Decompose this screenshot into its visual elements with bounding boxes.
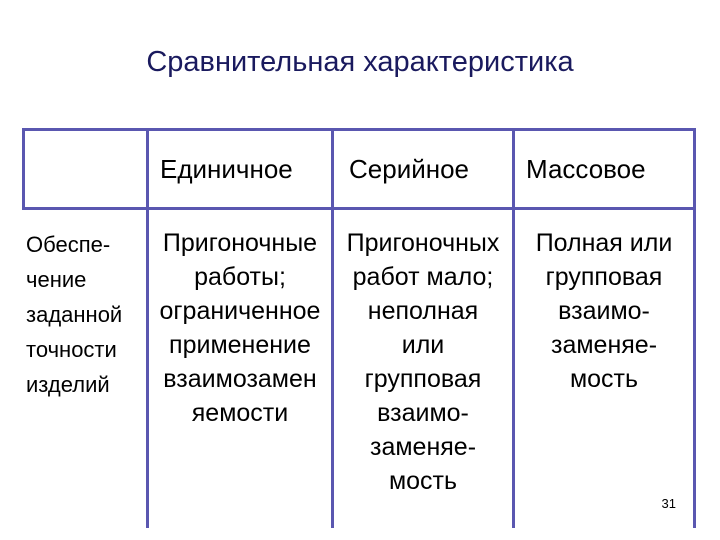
row-label-line: чение	[26, 267, 87, 292]
cell-line: или	[401, 331, 445, 359]
page-title: Сравнительная характеристика	[146, 46, 574, 78]
row-label-line: точности	[26, 337, 117, 362]
row-label	[26, 227, 122, 402]
cell-line: групповая	[364, 365, 482, 393]
cell-line: взаимозамен	[163, 365, 317, 393]
cell-line: заменяе-	[369, 433, 477, 461]
row-label-line: Обеспе-	[26, 232, 111, 257]
cell-line: неполная	[367, 297, 479, 325]
cell-line: групповая	[545, 263, 663, 291]
header-mass: Массовое	[526, 154, 646, 184]
cell-line: взаимо-	[377, 399, 469, 427]
cell-line: работ мало;	[352, 263, 494, 291]
cell-line: работы;	[194, 263, 286, 291]
table-header-divider	[22, 207, 696, 210]
page-number: 31	[661, 496, 676, 511]
row-label-line: заданной	[26, 302, 123, 327]
cell-line: Полная или	[535, 229, 673, 257]
cell-line: взаимо-	[558, 297, 650, 325]
cell-line: заменяе-	[550, 331, 658, 359]
table-top-border	[22, 128, 696, 131]
cell-line: яемости	[191, 399, 289, 427]
cell-line: Пригоночных	[346, 229, 500, 257]
table-left-border	[22, 128, 25, 210]
cell-line: мость	[388, 467, 458, 495]
table-right-border	[693, 128, 696, 528]
cell-line: Пригоночные	[162, 229, 318, 257]
cell-line: мость	[569, 365, 639, 393]
header-single: Единичное	[160, 154, 293, 184]
cell-line: ограниченное	[159, 297, 321, 325]
cell-single	[149, 226, 331, 430]
row-label-line: изделий	[26, 372, 110, 397]
cell-line: применение	[169, 331, 311, 359]
header-serial: Серийное	[349, 154, 470, 184]
cell-serial	[334, 226, 512, 498]
cell-mass	[515, 226, 693, 396]
